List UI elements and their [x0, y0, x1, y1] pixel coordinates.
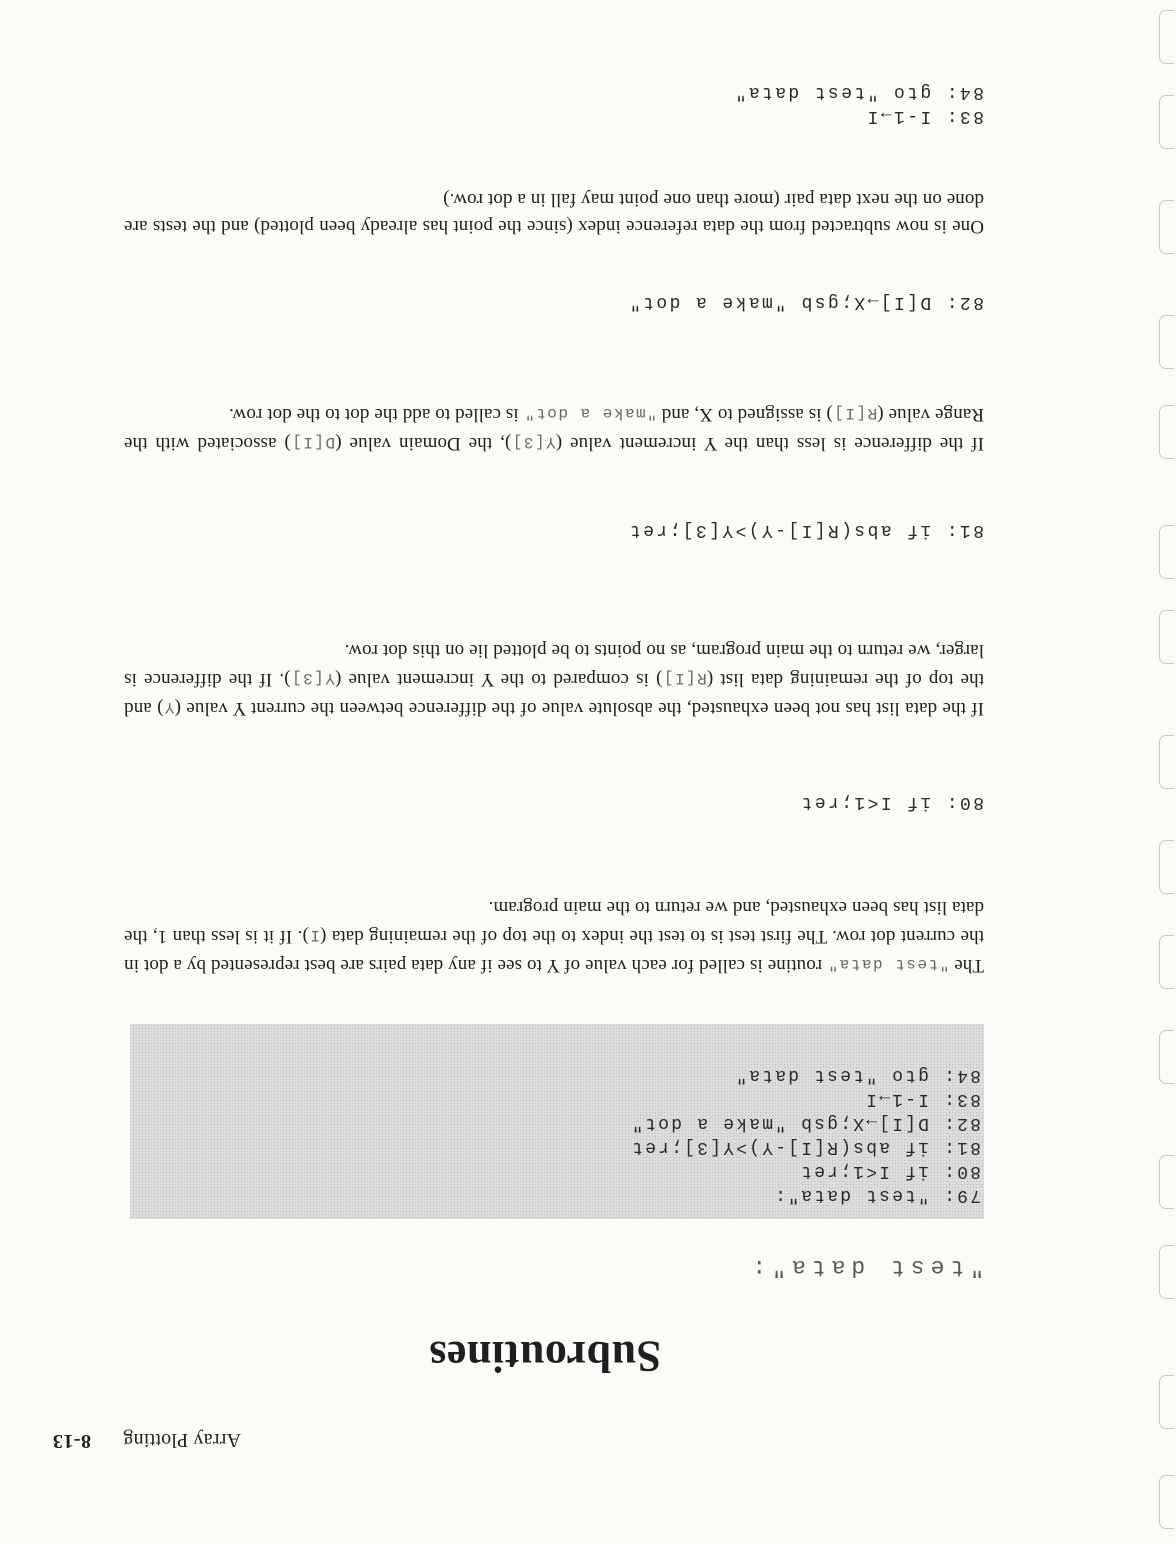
inline-code: "test data": [827, 955, 950, 973]
code-line: 79: "test data":: [772, 1185, 981, 1205]
paragraph-test-data-intro: [124, 894, 984, 979]
binder-tab-mark: [1159, 315, 1174, 369]
inline-code: "make a dot": [523, 404, 657, 422]
code-line: 80: if I<1;ret: [798, 1161, 981, 1181]
binder-tab-mark: [1159, 95, 1174, 149]
binder-tab-mark: [1159, 610, 1174, 664]
code-listing: [130, 1024, 984, 1219]
statement-84: 84: gto "test data": [733, 82, 984, 102]
text-run: If the data list has not been exhausted, the absolute value of the difference between the current Y value (: [174, 698, 984, 719]
inline-code: I: [308, 926, 320, 944]
binder-tab-mark: [1159, 1375, 1174, 1429]
inline-code: Y[3]: [290, 669, 335, 687]
code-line: 81: if abs(R[I]-Y)>Y[3];ret: [629, 1137, 981, 1157]
binder-tab-mark: [1159, 10, 1174, 64]
text-run: ). If it is less than 1, the data list has been exhausted, and we return to the main program.: [123, 897, 984, 947]
text-run: ). If the difference is larger, we return to the main program, as no points to be plotted lie on this dot row.: [124, 640, 984, 690]
inline-code: D[I]: [290, 433, 336, 451]
section-title: Subroutines: [428, 1332, 661, 1381]
binder-tab-mark: [1159, 935, 1174, 989]
text-run: The: [949, 955, 984, 976]
binder-tab-mark: [1159, 1245, 1174, 1299]
running-header-label: Array Plotting: [123, 1429, 241, 1451]
code-line: 83: I-1→I: [863, 1089, 981, 1109]
text-run: ) is compared to the Y increment value (: [334, 669, 663, 690]
statement-80: 80: if I<1;ret: [799, 792, 984, 812]
paragraph-decrement: [124, 186, 984, 240]
binder-tab-mark: [1159, 840, 1174, 894]
code-line: 84: gto "test data": [733, 1065, 981, 1085]
inline-code: Y: [163, 698, 175, 716]
binder-tab-mark: [1159, 735, 1174, 789]
binder-tab-mark: [1159, 525, 1174, 579]
paragraph-assign: [124, 399, 984, 457]
text-run: ) and the top of the remaining data list (: [124, 669, 984, 719]
statement-81: 81: if abs(R[I]-Y)>Y[3];ret: [627, 520, 984, 540]
binder-tab-mark: [1159, 1155, 1174, 1209]
inline-code: R[I]: [832, 404, 878, 422]
binder-tab-mark: [1159, 1475, 1174, 1529]
paragraph-text: One is now subtracted from the data reference index (since the point has already been plotted) and the tests are done on the next data pair (more than one point may fall in a dot row.): [124, 189, 984, 237]
binder-edge: [1154, 0, 1176, 1544]
text-run: If the difference is less than the Y increment value (: [555, 433, 984, 454]
binder-tab-mark: [1159, 200, 1174, 254]
text-run: ), the Domain value (: [335, 433, 512, 454]
inline-code: Y[3]: [511, 433, 556, 451]
statement-82: 82: D[I]→X;gsb "make a dot": [627, 292, 984, 312]
code-line: 82: D[I]→X;gsb "make a dot": [629, 1113, 981, 1133]
routine-label: "test data":: [746, 1254, 984, 1280]
statement-83: 83: I-1→I: [865, 106, 984, 126]
text-run: ) associated with the Range value (: [123, 404, 984, 454]
text-run: is called to add the dot to the dot row.: [228, 404, 524, 425]
text-run: ) is assigned to X, and: [656, 404, 833, 425]
inline-code: R[I]: [662, 669, 707, 687]
page-number: 8-13: [52, 1430, 91, 1452]
binder-tab-mark: [1159, 405, 1174, 459]
paragraph-compare: [124, 637, 984, 722]
binder-tab-mark: [1159, 1030, 1174, 1084]
text-run: routine is called for each value of Y to see if any data pairs are best represented by a dot in the current dot row. The first test is to test the index to the top of the remaining data (: [124, 926, 984, 976]
